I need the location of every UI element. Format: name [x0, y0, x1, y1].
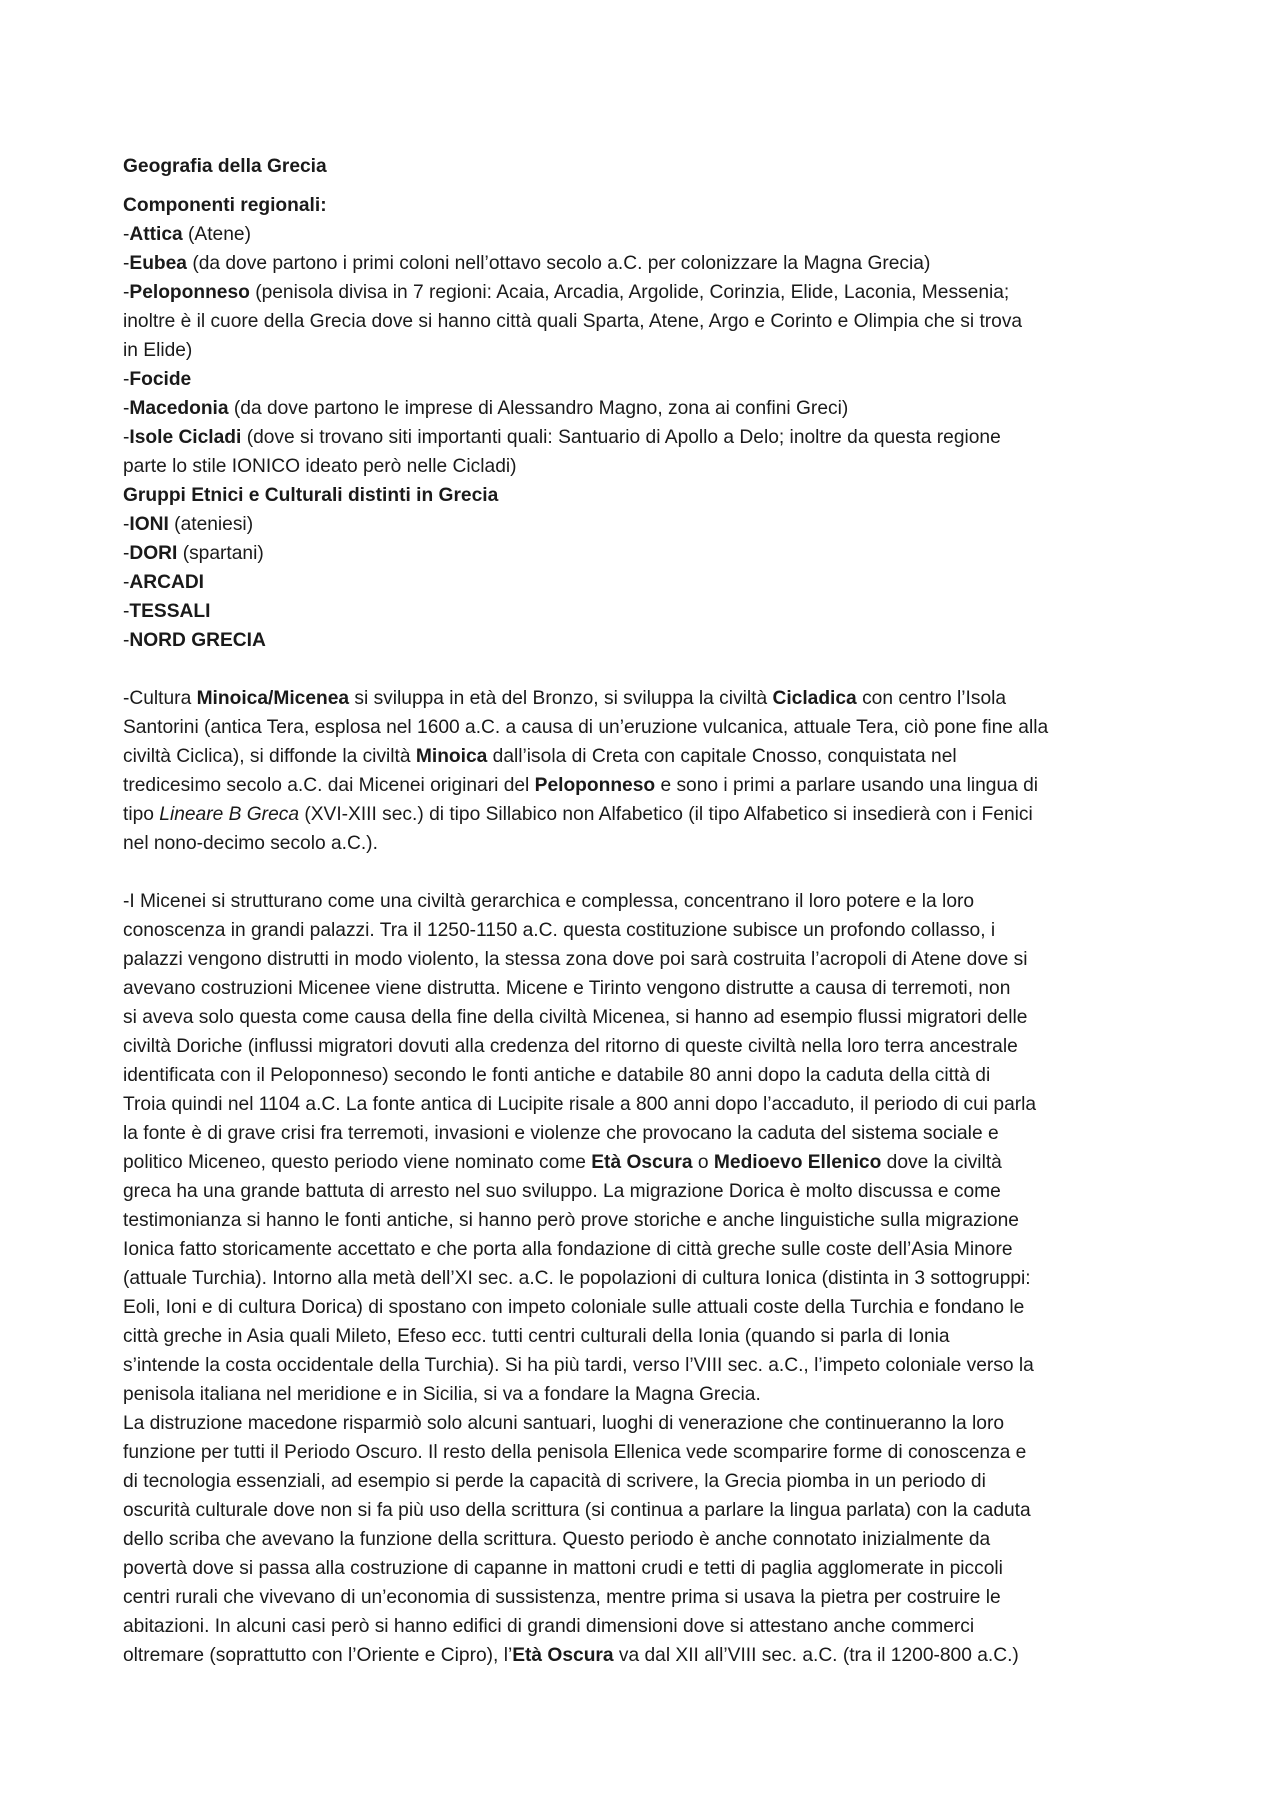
text-segment: dall’isola di Creta con capitale Cnosso, conquistata nel — [487, 746, 957, 767]
group-item — [123, 539, 1163, 568]
list-dash: - — [123, 253, 130, 274]
text-segment: tipo — [123, 804, 160, 825]
document-page — [123, 152, 1163, 1670]
text-segment: oscurità culturale dove non si fa più uso della scrittura (si continua a parlare la lingua parlata) con la caduta — [123, 1500, 1031, 1521]
region-item-desc: inoltre è il cuore della Grecia dove si hanno città quali Sparta, Atene, Argo e Corinto e Olimpia che si trova — [123, 311, 1023, 332]
region-item-desc: in Elide) — [123, 340, 193, 361]
bold-term: Minoica — [415, 746, 488, 767]
text-segment: Ionica fatto storicamente accettato e che porta alla fondazione di città greche sulle coste dell’Asia Minore — [123, 1239, 1013, 1260]
region-item — [123, 278, 1163, 307]
text-segment: povertà dove si passa alla costruzione di capanne in mattoni crudi e tetti di paglia agglomerate in piccoli — [123, 1558, 1003, 1579]
text-segment: civiltà Ciclica), si diffonde la civiltà — [123, 746, 416, 767]
text-segment: avevano costruzioni Micenee viene distrutta. Micene e Tirinto vengono distrutte a causa di terremoti, non — [123, 978, 1011, 999]
region-item — [123, 394, 1163, 423]
paragraph-spacer — [123, 655, 1163, 684]
region-item — [123, 336, 1163, 365]
text-line — [123, 887, 1163, 916]
text-segment: città greche in Asia quali Mileto, Efeso ecc. tutti centri culturali della Ionia (quando si parla di Ionia — [123, 1326, 950, 1347]
text-line — [123, 1351, 1163, 1380]
text-segment: Santorini (antica Tera, esplosa nel 1600 a.C. a causa di un’eruzione vulcanica, attuale Tera, ciò pone fine alla — [123, 717, 1049, 738]
region-item-desc: (dove si trovano siti importanti quali: Santuario di Apollo a Delo; inoltre da questa regione — [241, 427, 1001, 448]
text-segment: centri rurali che vivevano di un’economia di sussistenza, mentre prima si usava la pietra per costruire le — [123, 1587, 1001, 1608]
region-item-name: Macedonia — [129, 398, 229, 419]
text-segment: va dal XII all’VIII sec. a.C. (tra il 1200-800 a.C.) — [613, 1645, 1019, 1666]
text-line — [123, 1409, 1163, 1438]
bold-term: Peloponneso — [534, 775, 656, 796]
text-segment: s’intende la costa occidentale della Turchia). Si ha più tardi, verso l’VIII sec. a.C., l’impeto coloniale verso la — [123, 1355, 1034, 1376]
text-line — [123, 742, 1163, 771]
text-line — [123, 1032, 1163, 1061]
text-segment: civiltà Doriche (influssi migratori dovuti alla credenza del ritorno di queste civiltà nella loro terra ancestrale — [123, 1036, 1018, 1057]
list-dash: - — [123, 224, 130, 245]
region-item — [123, 423, 1163, 452]
region-item-desc: (da dove partono i primi coloni nell’ottavo secolo a.C. per colonizzare la Magna Grecia) — [186, 253, 931, 274]
text-segment: Troia quindi nel 1104 a.C. La fonte antica di Lucipite risale a 800 anni dopo l’accaduto, il periodo di cui parla — [123, 1094, 1037, 1115]
list-dash: - — [123, 427, 130, 448]
text-segment: nel nono-decimo secolo a.C.). — [123, 833, 378, 854]
region-item-desc: (da dove partono le imprese di Alessandro Magno, zona ai confini Greci) — [228, 398, 849, 419]
group-item-name: IONI — [129, 514, 169, 535]
section-heading-groups: Gruppi Etnici e Culturali distinti in Grecia — [123, 485, 499, 506]
list-dash: - — [123, 630, 130, 651]
text-segment: si sviluppa in età del Bronzo, si sviluppa la civiltà — [349, 688, 773, 709]
text-segment: la fonte è di grave crisi fra terremoti, invasioni e violenze che provocano la caduta del sistema sociale e — [123, 1123, 999, 1144]
text-line — [123, 974, 1163, 1003]
paragraph-minoan-culture — [123, 684, 1163, 858]
text-segment: o — [692, 1152, 714, 1173]
bold-term: Cicladica — [772, 688, 857, 709]
text-line — [123, 800, 1163, 829]
list-dash: - — [123, 398, 130, 419]
text-line — [123, 1177, 1163, 1206]
text-line — [123, 1119, 1163, 1148]
group-item-desc: (spartani) — [177, 543, 264, 564]
text-segment: con centro l’Isola — [856, 688, 1007, 709]
text-line — [123, 713, 1163, 742]
text-segment: abitazioni. In alcuni casi però si hanno edifici di grandi dimensioni dove si attestano anche commerci — [123, 1616, 975, 1637]
bold-term: Età Oscura — [591, 1152, 693, 1173]
document-title: Geografia della Grecia — [123, 156, 327, 177]
text-segment: oltremare (soprattutto con l’Oriente e Cipro), l’ — [123, 1645, 513, 1666]
region-item — [123, 307, 1163, 336]
group-item — [123, 568, 1163, 597]
list-dash: - — [123, 543, 130, 564]
region-item-name: Peloponneso — [129, 282, 250, 303]
text-line — [123, 1496, 1163, 1525]
text-segment: e sono i primi a parlare usando una lingua di — [655, 775, 1039, 796]
paragraph-mycenaeans — [123, 887, 1163, 1670]
text-line — [123, 1206, 1163, 1235]
region-item — [123, 365, 1163, 394]
text-line — [123, 945, 1163, 974]
group-item — [123, 626, 1163, 655]
text-line — [123, 1641, 1163, 1670]
text-segment: -Cultura — [123, 688, 197, 709]
groups-list — [123, 510, 1163, 655]
text-line — [123, 1380, 1163, 1409]
region-item — [123, 220, 1163, 249]
text-line — [123, 1293, 1163, 1322]
bold-term: Medioevo Ellenico — [713, 1152, 882, 1173]
group-item-name: NORD GRECIA — [129, 630, 266, 651]
text-line — [123, 829, 1163, 858]
region-item-name: Isole Cicladi — [129, 427, 242, 448]
bold-term: Minoica/Micenea — [196, 688, 350, 709]
text-line — [123, 1148, 1163, 1177]
text-segment: identificata con il Peloponneso) secondo le fonti antiche e databile 80 anni dopo la caduta della città di — [123, 1065, 991, 1086]
region-item-name: Eubea — [129, 253, 187, 274]
text-segment: greca ha una grande battuta di arresto nel suo sviluppo. La migrazione Dorica è molto discussa e come — [123, 1181, 1001, 1202]
group-item-name: TESSALI — [129, 601, 211, 622]
text-line — [123, 1061, 1163, 1090]
text-line — [123, 1322, 1163, 1351]
text-segment: si aveva solo questa come causa della fine della civiltà Micenea, si hanno ad esempio flussi migratori delle — [123, 1007, 1028, 1028]
text-line — [123, 1583, 1163, 1612]
text-line — [123, 1090, 1163, 1119]
text-segment: palazzi vengono distrutti in modo violento, la stessa zona dove poi sarà costruita l’acropoli di Atene dove si — [123, 949, 1028, 970]
text-segment: politico Miceneo, questo periodo viene nominato come — [123, 1152, 592, 1173]
text-segment: tredicesimo secolo a.C. dai Micenei originari del — [123, 775, 535, 796]
text-line — [123, 1438, 1163, 1467]
text-segment: Eoli, Ioni e di cultura Dorica) di spostano con impeto coloniale sulle attuali coste della Turchia e fondano le — [123, 1297, 1025, 1318]
region-item-name: Focide — [129, 369, 192, 390]
list-dash: - — [123, 282, 130, 303]
group-item — [123, 510, 1163, 539]
text-line — [123, 1467, 1163, 1496]
list-dash: - — [123, 369, 130, 390]
text-line — [123, 771, 1163, 800]
region-item — [123, 249, 1163, 278]
italic-term: Lineare B Greca — [159, 804, 299, 825]
text-line — [123, 1612, 1163, 1641]
region-item-desc: (Atene) — [182, 224, 251, 245]
text-line — [123, 1554, 1163, 1583]
text-segment: di tecnologia essenziali, ad esempio si perde la capacità di scrivere, la Grecia piomba in un periodo di — [123, 1471, 986, 1492]
text-segment: (XVI-XIII sec.) di tipo Sillabico non Alfabetico (il tipo Alfabetico si insedierà con i Fenici — [299, 804, 1033, 825]
list-dash: - — [123, 572, 130, 593]
text-segment: penisola italiana nel meridione e in Sicilia, si va a fondare la Magna Grecia. — [123, 1384, 761, 1405]
text-line — [123, 1525, 1163, 1554]
text-line — [123, 1264, 1163, 1293]
group-item-name: DORI — [129, 543, 178, 564]
text-line — [123, 1003, 1163, 1032]
group-item — [123, 597, 1163, 626]
text-segment: dello scriba che avevano la funzione della scrittura. Questo periodo è anche connotato inizialmente da — [123, 1529, 991, 1550]
text-line — [123, 684, 1163, 713]
list-dash: - — [123, 601, 130, 622]
text-segment: testimonianza si hanno le fonti antiche, si hanno però prove storiche e anche linguistiche sulla migrazione — [123, 1210, 1019, 1231]
bold-term: Età Oscura — [512, 1645, 614, 1666]
text-segment: dove la civiltà — [881, 1152, 1002, 1173]
region-item — [123, 452, 1163, 481]
section-heading-regions: Componenti regionali: — [123, 195, 327, 216]
text-segment: La distruzione macedone risparmiò solo alcuni santuari, luoghi di venerazione che continueranno la loro — [123, 1413, 1005, 1434]
text-segment: funzione per tutti il Periodo Oscuro. Il resto della penisola Ellenica vede scomparire forme di conoscenza e — [123, 1442, 1027, 1463]
group-item-name: ARCADI — [129, 572, 205, 593]
region-item-name: Attica — [129, 224, 183, 245]
text-segment: -I Micenei si strutturano come una civiltà gerarchica e complessa, concentrano il loro potere e la loro — [123, 891, 975, 912]
region-item-desc: (penisola divisa in 7 regioni: Acaia, Arcadia, Argolide, Corinzia, Elide, Laconia, Messenia; — [249, 282, 1010, 303]
text-line — [123, 1235, 1163, 1264]
list-dash: - — [123, 514, 130, 535]
text-line — [123, 916, 1163, 945]
region-item-desc: parte lo stile IONICO ideato però nelle Cicladi) — [123, 456, 517, 477]
paragraph-spacer — [123, 858, 1163, 887]
text-segment: conoscenza in grandi palazzi. Tra il 1250-1150 a.C. questa costituzione subisce un profondo collasso, i — [123, 920, 996, 941]
regions-list — [123, 220, 1163, 481]
group-item-desc: (ateniesi) — [168, 514, 254, 535]
text-segment: (attuale Turchia). Intorno alla metà dell’XI sec. a.C. le popolazioni di cultura Ionica (distinta in 3 sottogruppi: — [123, 1268, 1031, 1289]
